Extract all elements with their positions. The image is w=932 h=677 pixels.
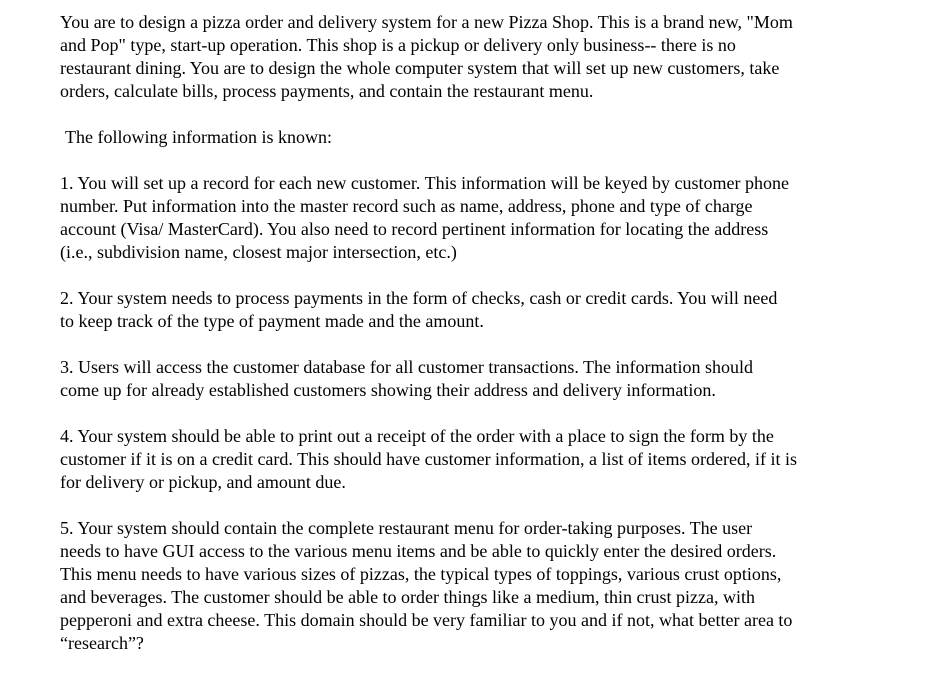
intro-line: orders, calculate bills, process payments, and contain the restaurant menu. [60,81,594,101]
intro-line: restaurant dining. You are to design the whole computer system that will set up new customers, take [60,58,780,78]
requirement-line: pepperoni and extra cheese. This domain should be very familiar to you and if not, what better area to [60,610,793,630]
requirement-line: 5. Your system should contain the complete restaurant menu for order-taking purposes. The user [60,518,753,538]
requirement-item-1 [60,172,902,264]
intro-paragraph [60,11,902,103]
requirement-line: 1. You will set up a record for each new customer. This information will be keyed by customer phone [60,173,790,193]
requirement-line: for delivery or pickup, and amount due. [60,472,346,492]
requirement-line: account (Visa/ MasterCard). You also need to record pertinent information for locating the address [60,219,769,239]
requirement-line: 2. Your system needs to process payments in the form of checks, cash or credit cards. You will need [60,288,778,308]
requirement-line: 4. Your system should be able to print out a receipt of the order with a place to sign the form by the [60,426,774,446]
requirement-line: 3. Users will access the customer database for all customer transactions. The information should [60,357,753,377]
requirement-line: customer if it is on a credit card. This should have customer information, a list of items ordered, if it is [60,449,797,469]
requirement-item-5 [60,517,902,655]
requirement-line: “research”? [60,633,144,653]
requirement-line: This menu needs to have various sizes of pizzas, the typical types of toppings, various crust options, [60,564,782,584]
intro-line: and Pop" type, start-up operation. This shop is a pickup or delivery only business-- there is no [60,35,736,55]
requirement-line: needs to have GUI access to the various menu items and be able to quickly enter the desired orders. [60,541,777,561]
requirement-line: come up for already established customers showing their address and delivery information. [60,380,716,400]
requirement-line: (i.e., subdivision name, closest major intersection, etc.) [60,242,457,262]
requirement-item-4 [60,425,902,494]
requirement-line: to keep track of the type of payment made and the amount. [60,311,484,331]
intro-line: You are to design a pizza order and delivery system for a new Pizza Shop. This is a brand new, "Mom [60,12,793,32]
known-heading: The following information is known: [65,127,332,147]
requirement-line: number. Put information into the master record such as name, address, phone and type of charge [60,196,753,216]
requirement-line: and beverages. The customer should be able to order things like a medium, thin crust pizza, with [60,587,755,607]
document-body [60,11,902,655]
requirement-item-2 [60,287,902,333]
requirement-item-3 [60,356,902,402]
